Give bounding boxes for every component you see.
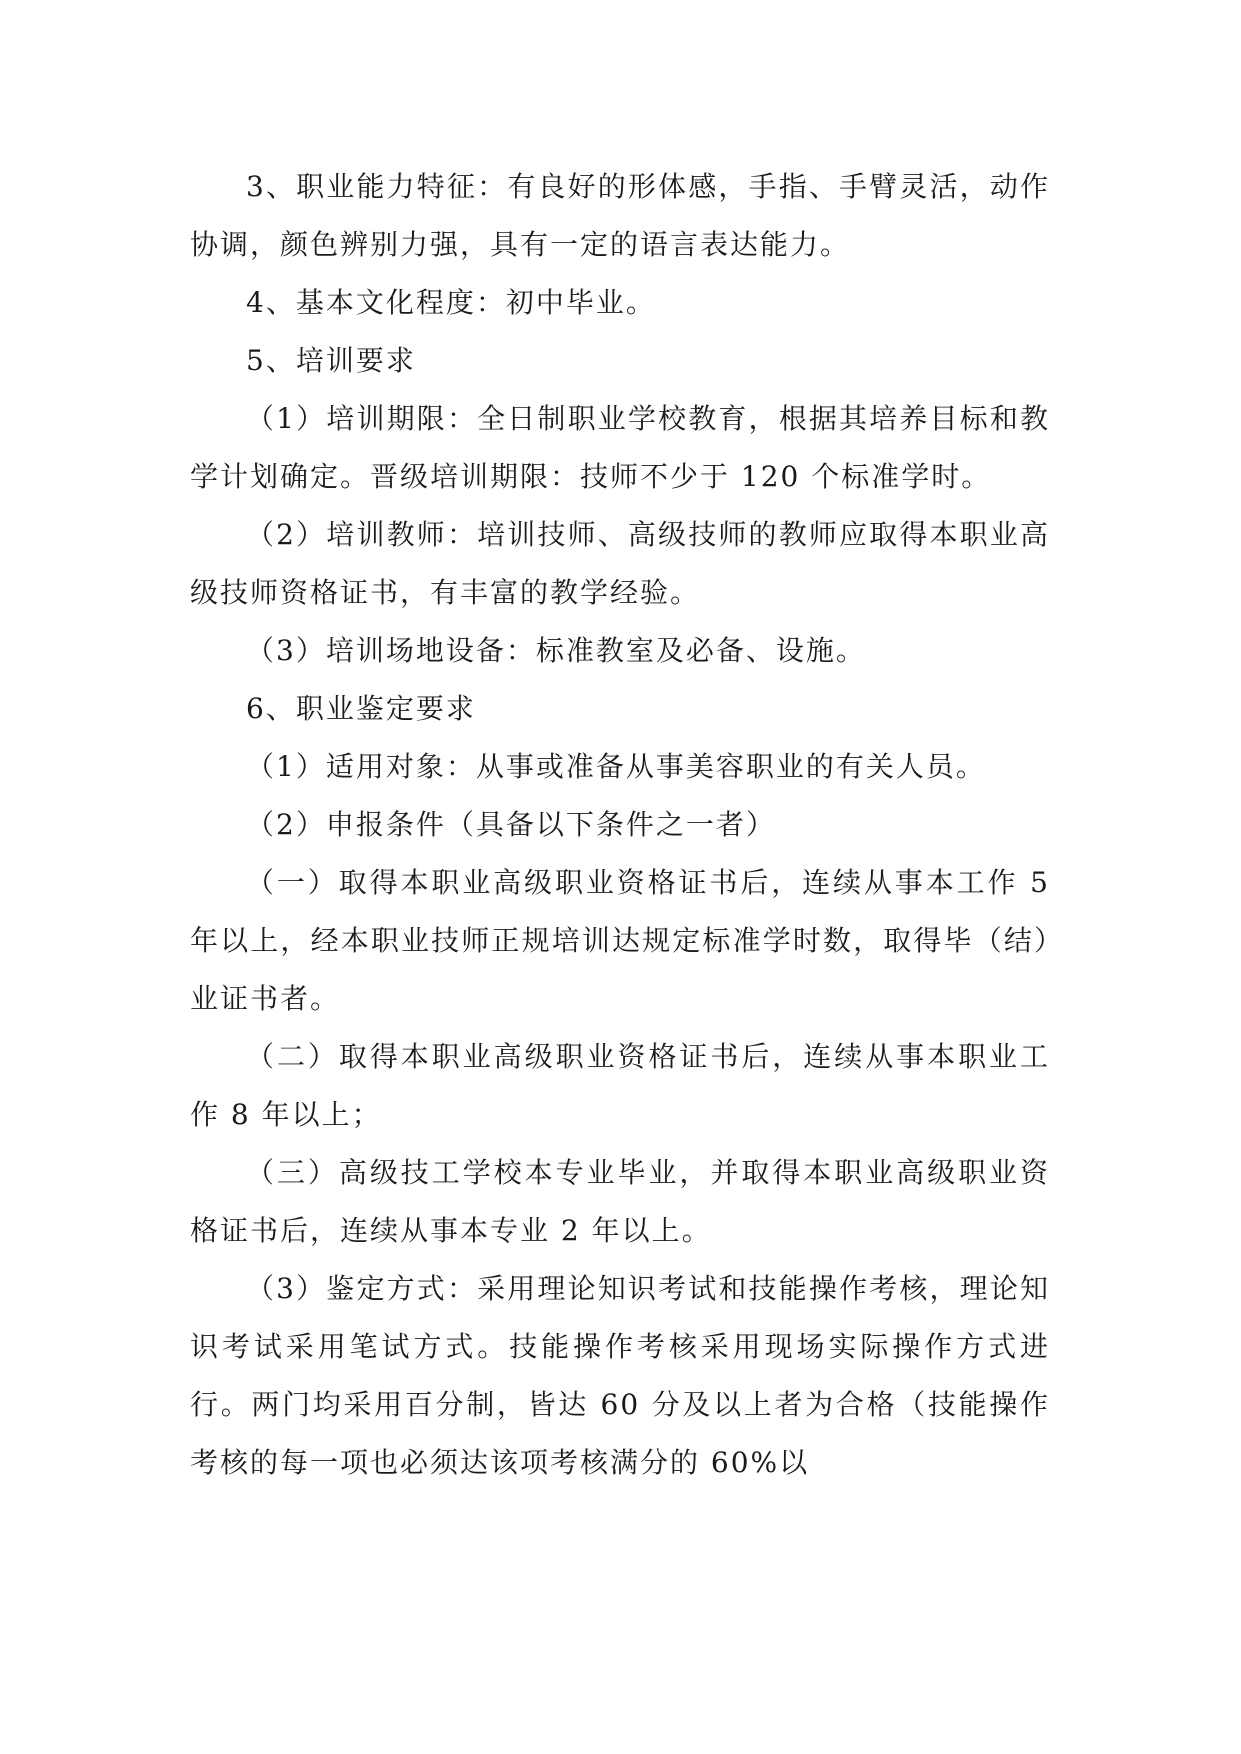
paragraph-training-period: （1）培训期限：全日制职业学校教育，根据其培养目标和教学计划确定。晋级培训期限：技师不少于 120 个标准学时。	[190, 402, 1050, 493]
document-body	[190, 158, 1050, 1492]
paragraph-condition-two: （二）取得本职业高级职业资格证书后，连续从事本职业工作 8 年以上；	[190, 1040, 1050, 1131]
paragraph-condition-one: （一）取得本职业高级职业资格证书后，连续从事本工作 5 年以上，经本职业技师正规培训达规定标准学时数，取得毕（结）业证书者。	[190, 866, 1050, 1015]
paragraph-training-teachers: （2）培训教师：培训技师、高级技师的教师应取得本职业高级技师资格证书，有丰富的教学经验。	[190, 518, 1050, 609]
paragraph-condition-three: （三）高级技工学校本专业毕业，并取得本职业高级职业资格证书后，连续从事本专业 2 年以上。	[190, 1156, 1050, 1247]
paragraph-applicable-persons: （1）适用对象：从事或准备从事美容职业的有关人员。	[246, 750, 986, 783]
paragraph-training-facilities: （3）培训场地设备：标准教室及必备、设施。	[246, 634, 866, 667]
paragraph-education-level: 4、基本文化程度：初中毕业。	[246, 286, 656, 319]
paragraph-training-heading: 5、培训要求	[246, 344, 416, 377]
paragraph-ability-features: 3、职业能力特征：有良好的形体感，手指、手臂灵活，动作协调，颜色辨别力强，具有一定的语言表达能力。	[190, 170, 1050, 261]
paragraph-appraisal-method: （3）鉴定方式：采用理论知识考试和技能操作考核，理论知识考试采用笔试方式。技能操作考核采用现场实际操作方式进行。两门均采用百分制，皆达 60 分及以上者为合格（技能操作考核的每一项也必须达该项考核满分的 60%以	[190, 1272, 1050, 1479]
paragraph-application-conditions: （2）申报条件（具备以下条件之一者）	[246, 808, 776, 841]
paragraph-appraisal-heading: 6、职业鉴定要求	[246, 692, 476, 725]
